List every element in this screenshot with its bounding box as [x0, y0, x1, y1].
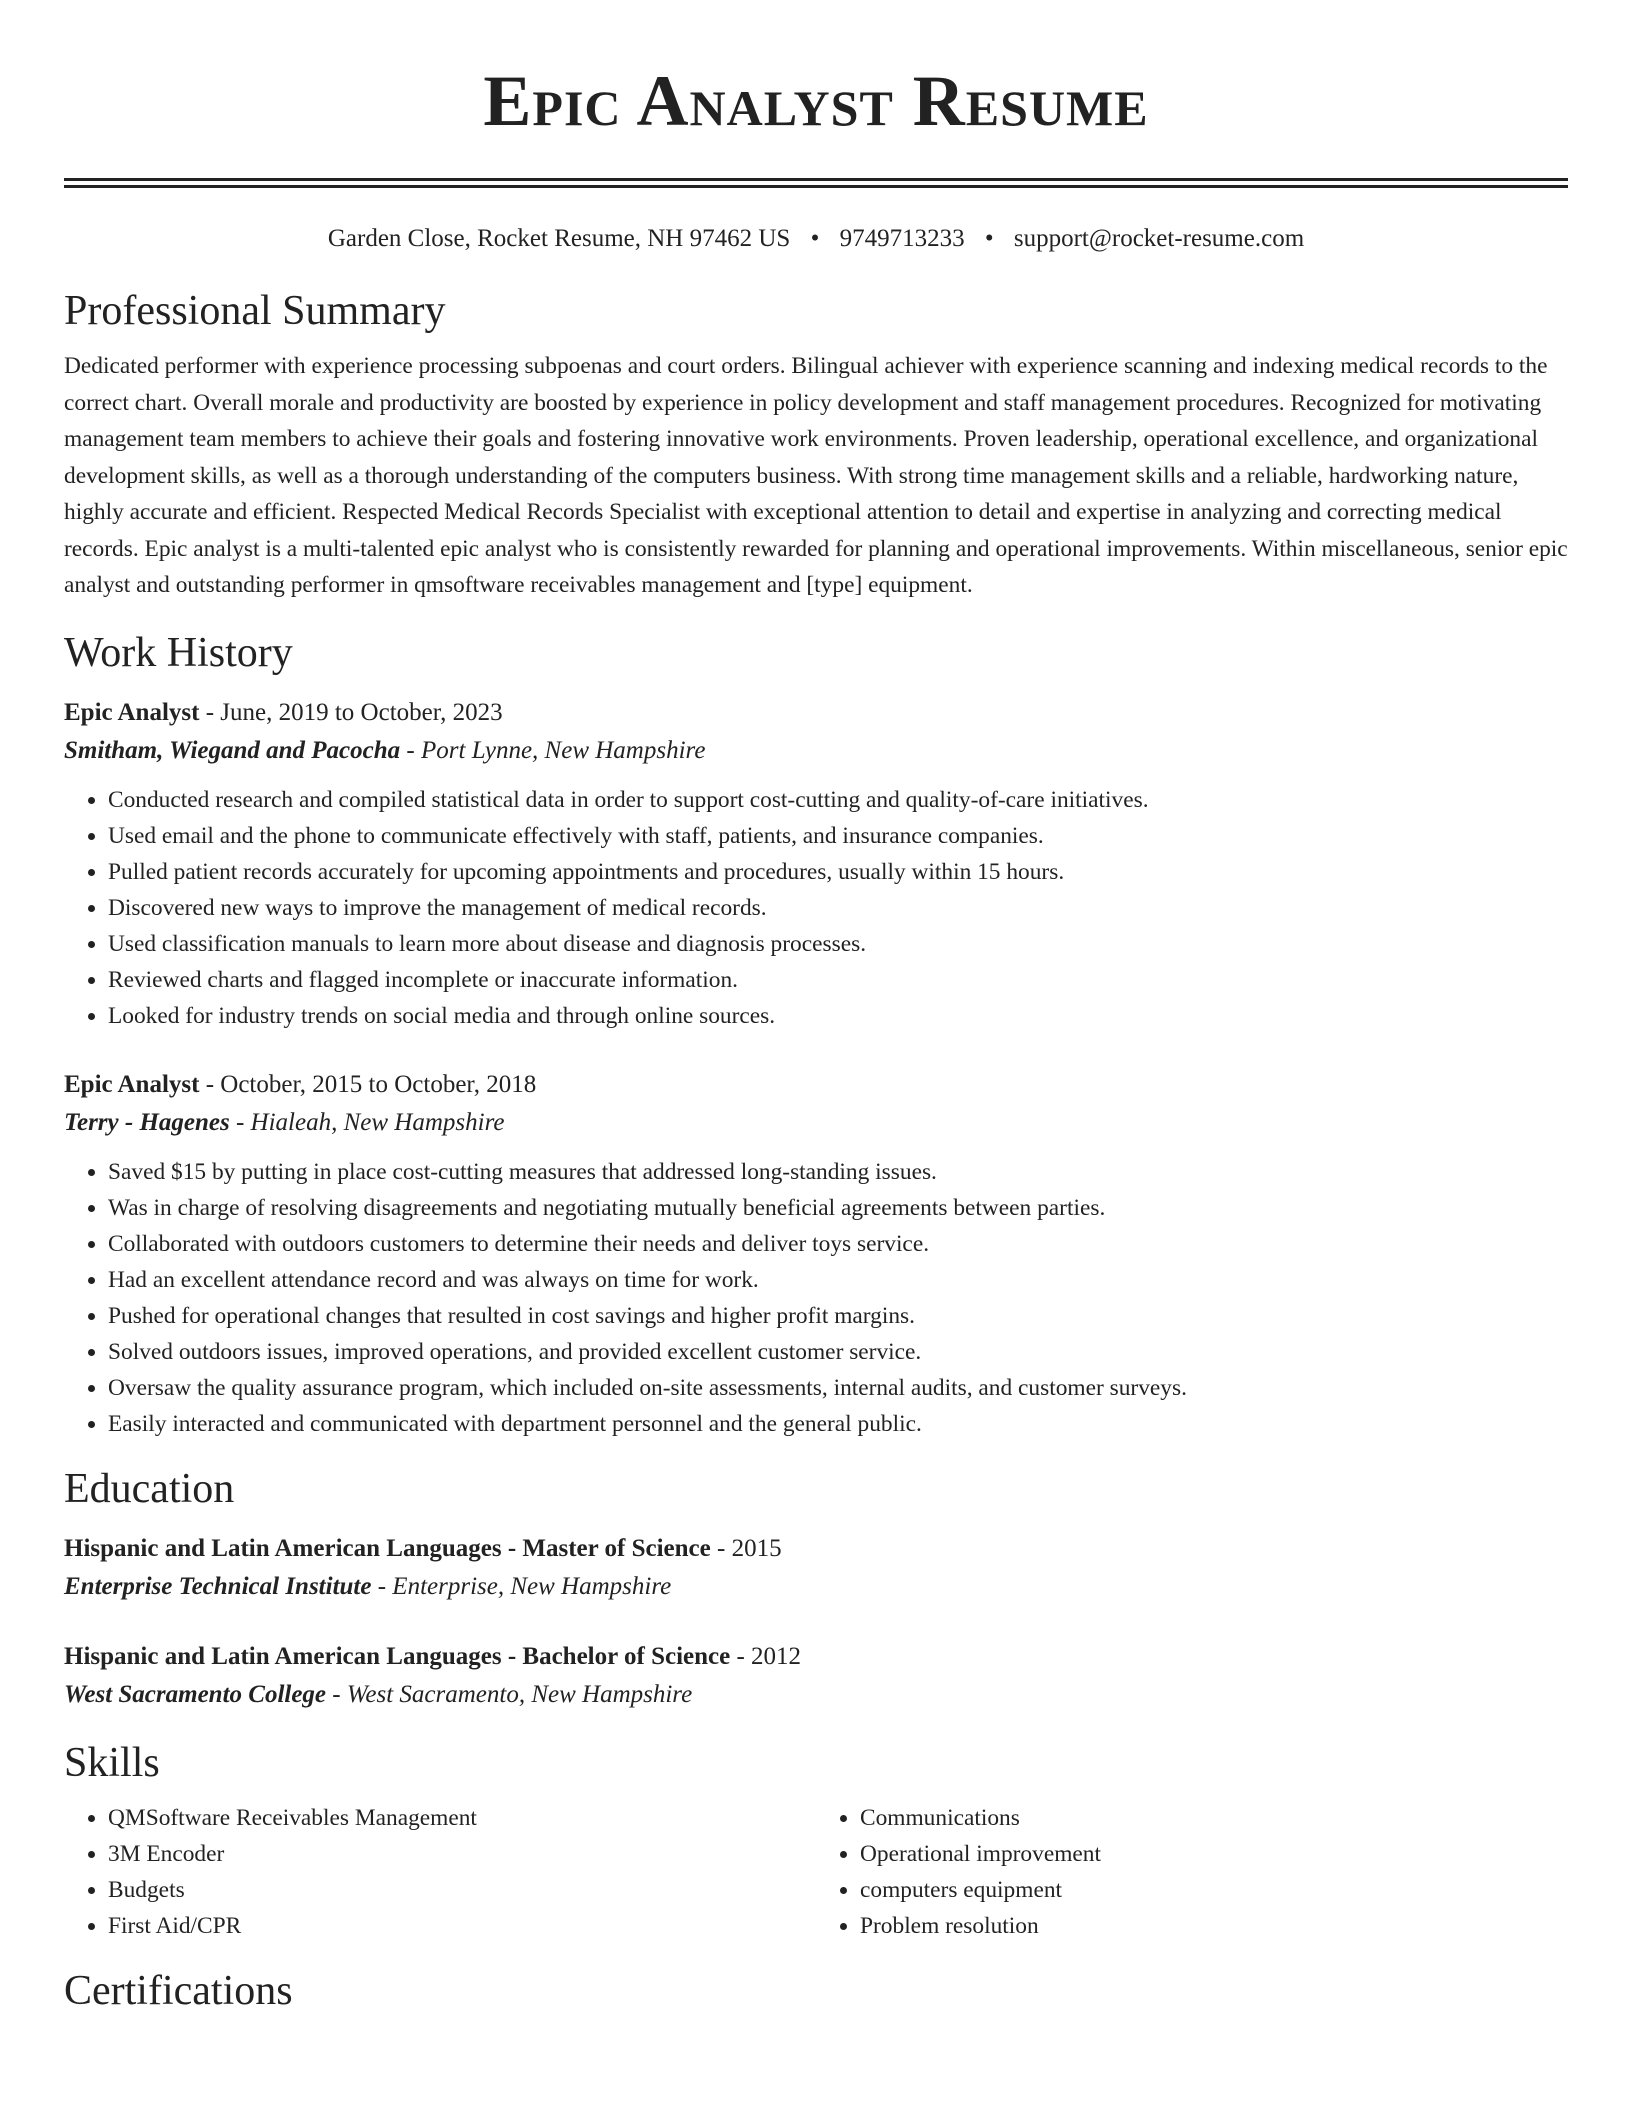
contact-separator: • — [810, 225, 820, 252]
education-section — [64, 1462, 1568, 1714]
resume-page — [64, 0, 1568, 2018]
list-item: • Used classification manuals to learn more about disease and diagnosis processes. — [108, 926, 1568, 962]
education-year: - 2015 — [710, 1534, 782, 1562]
list-item: • Pushed for operational changes that resulted in cost savings and higher profit margins. — [108, 1298, 1568, 1334]
education-entry — [64, 1530, 1568, 1606]
job-location: - Port Lynne, New Hampshire — [400, 736, 706, 764]
list-item: • Conducted research and compiled statistical data in order to support cost-cutting and quality-of-care initiatives. — [108, 782, 1568, 818]
section-heading-certifications: Certifications — [64, 1967, 293, 2014]
education-location: - West Sacramento, New Hampshire — [326, 1680, 693, 1708]
list-item: • Looked for industry trends on social media and through online sources. — [108, 998, 1568, 1034]
contact-separator: • — [984, 225, 994, 252]
skill-item: • computers equipment — [860, 1872, 1568, 1908]
section-heading-work: Work History — [64, 629, 293, 676]
contact-line — [64, 222, 1568, 256]
education-location: - Enterprise, New Hampshire — [371, 1572, 672, 1600]
skill-item: • Communications — [860, 1800, 1568, 1836]
job-company: Terry - Hagenes — [64, 1108, 230, 1136]
job-entry — [64, 694, 1568, 1034]
education-school: Enterprise Technical Institute — [64, 1572, 372, 1600]
education-school-line — [64, 1676, 1568, 1714]
skill-item: • 3M Encoder — [108, 1836, 816, 1872]
skill-item: • Budgets — [108, 1872, 816, 1908]
contact-phone: 9749713233 — [839, 225, 965, 252]
education-entry — [64, 1638, 1568, 1714]
list-item: • Had an excellent attendance record and was always on time for work. — [108, 1262, 1568, 1298]
job-company-line — [64, 732, 1568, 770]
list-item: • Discovered new ways to improve the management of medical records. — [108, 890, 1568, 926]
job-bullets — [64, 1154, 1568, 1442]
list-item: • Was in charge of resolving disagreements and negotiating mutually beneficial agreements between parties. — [108, 1190, 1568, 1226]
list-item: • Easily interacted and communicated with department personnel and the general public. — [108, 1406, 1568, 1442]
list-item: • Oversaw the quality assurance program, which included on-site assessments, internal audits, and customer surveys. — [108, 1370, 1568, 1406]
skills-list-left — [64, 1800, 816, 1944]
summary-text: Dedicated performer with experience processing subpoenas and court orders. Bilingual achiever with experience scanning and indexing medical records to the correct chart. Overall morale and productivity are boosted by experience in policy development and staff management procedures. Recognized for motivating management team members to achieve their goals and fostering innovative work environments. Proven leadership, operational excellence, and organizational development skills, as well as a thorough understanding of the computers business. With strong time management skills and a reliable, hardworking nature, highly accurate and efficient. Respected Medical Records Specialist with exceptional attention to detail and expertise in analyzing and correcting medical records. Epic analyst is a multi-talented epic analyst who is consistently rewarded for planning and operational improvements. Within miscellaneous, senior epic analyst and outstanding performer in qmsoftware receivables management and [type] equipment. — [64, 353, 1568, 598]
skills-columns — [64, 1800, 1568, 1944]
education-degree: Hispanic and Latin American Languages - Master of Science — [64, 1534, 711, 1562]
resume-title: Epic Analyst Resume — [483, 61, 1149, 141]
section-heading-skills: Skills — [64, 1739, 160, 1786]
skills-list-right — [816, 1800, 1568, 1944]
education-degree: Hispanic and Latin American Languages - Bachelor of Science — [64, 1642, 731, 1670]
skill-item: • Problem resolution — [860, 1908, 1568, 1944]
list-item: • Collaborated with outdoors customers to determine their needs and deliver toys service. — [108, 1226, 1568, 1262]
education-school-line — [64, 1568, 1568, 1606]
list-item: • Saved $15 by putting in place cost-cutting measures that addressed long-standing issues. — [108, 1154, 1568, 1190]
education-year: - 2012 — [730, 1642, 802, 1670]
contact-address: Garden Close, Rocket Resume, NH 97462 US — [327, 225, 791, 252]
summary-section — [64, 284, 1568, 604]
job-company-line — [64, 1104, 1568, 1142]
title-double-rule — [64, 178, 1568, 188]
job-title: Epic Analyst — [64, 698, 200, 726]
list-item: • Solved outdoors issues, improved operations, and provided excellent customer service. — [108, 1334, 1568, 1370]
job-company: Smitham, Wiegand and Pacocha — [64, 736, 401, 764]
education-degree-line — [64, 1638, 1568, 1676]
education-degree-line — [64, 1530, 1568, 1568]
contact-email: support@rocket-resume.com — [1013, 225, 1305, 252]
job-entry — [64, 1066, 1568, 1442]
skill-item: • Operational improvement — [860, 1836, 1568, 1872]
list-item: • Reviewed charts and flagged incomplete or inaccurate information. — [108, 962, 1568, 998]
skill-item: • First Aid/CPR — [108, 1908, 816, 1944]
certifications-section — [64, 1964, 1568, 2018]
job-title-line — [64, 694, 1568, 732]
list-item: • Used email and the phone to communicate effectively with staff, patients, and insurance companies. — [108, 818, 1568, 854]
skill-item: • QMSoftware Receivables Management — [108, 1800, 816, 1836]
job-title: Epic Analyst — [64, 1070, 200, 1098]
list-item: • Pulled patient records accurately for upcoming appointments and procedures, usually within 15 hours. — [108, 854, 1568, 890]
job-location: - Hialeah, New Hampshire — [229, 1108, 505, 1136]
work-section — [64, 626, 1568, 1442]
job-dates: - October, 2015 to October, 2018 — [199, 1070, 537, 1098]
job-dates: - June, 2019 to October, 2023 — [199, 698, 503, 726]
job-title-line — [64, 1066, 1568, 1104]
section-heading-education: Education — [64, 1465, 235, 1512]
job-bullets — [64, 782, 1568, 1034]
education-school: West Sacramento College — [64, 1680, 327, 1708]
section-heading-summary: Professional Summary — [64, 288, 446, 334]
skills-section — [64, 1736, 1568, 1944]
